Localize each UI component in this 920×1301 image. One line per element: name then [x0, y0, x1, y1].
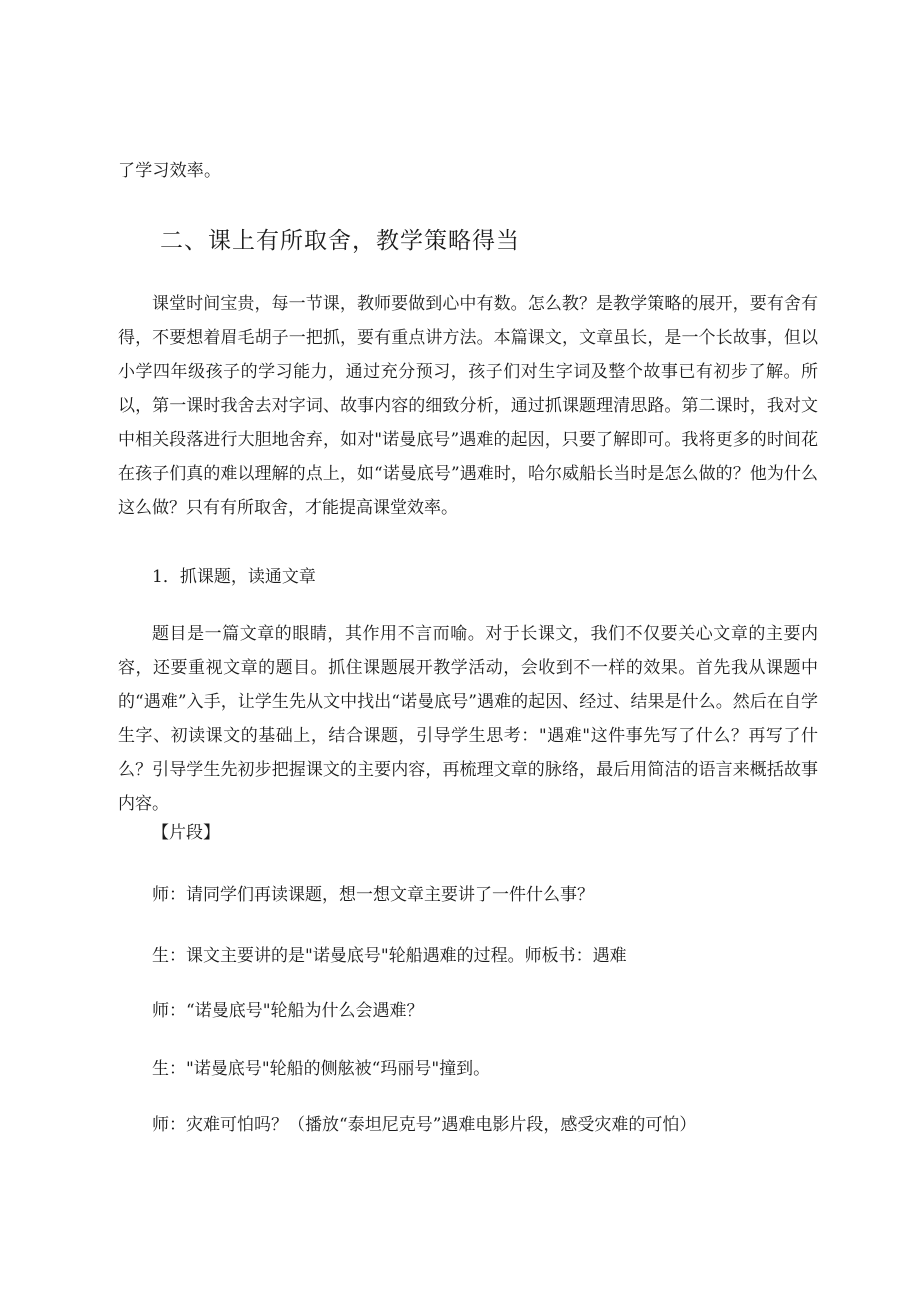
paragraph-title-importance: 题目是一篇文章的眼睛，其作用不言而喻。对于长课文，我们不仅要关心文章的主要内容，还要重视文章的题目。抓住课题展开教学活动，会收到不一样的效果。首先我从课题中的“遇难”入手，让学生先从文中找出“诺曼底号”遇难的起因、经过、结果是什么。然后在自学生字、初读课文的基础上，结合课题，引导学生思考："遇难"这件事先写了什么？再写了什么？引导学生先初步把握课文的主要内容，再梳理文章的脉络，最后用简洁的语言来概括故事内容。 [118, 624, 818, 814]
dialogue-line: 师：灾难可怕吗？（播放“泰坦尼克号”遇难电影片段，感受灾难的可怕） [152, 1115, 697, 1135]
dialogue-line: 师：请同学们再读课题，想一想文章主要讲了一件什么事？ [152, 885, 594, 905]
dialogue-line: 生：课文主要讲的是"诺曼底号"轮船遇难的过程。师板书：遇难 [152, 946, 627, 966]
paragraph-strategy: 课堂时间宝贵，每一节课，教师要做到心中有数。怎么教？是教学策略的展开，要有舍有得，不要想着眉毛胡子一把抓，要有重点讲方法。本篇课文，文章虽长，是一个长故事，但以小学四年级孩子的学习能力，通过充分预习，孩子们对生字词及整个故事已有初步了解。所以，第一课时我舍去对字词、故事内容的细致分析，通过抓课题理清思路。第二课时，我对文中相关段落进行大胆地舍弃，如对"诺曼底号”遇难的起因，只要了解即可。我将更多的时间花在孩子们真的难以理解的点上，如“诺曼底号”遇难时，哈尔威船长当时是怎么做的？他为什么这么做？只有有所取舍，才能提高课堂效率。 [118, 294, 818, 518]
dialogue-line: 师：“诺曼底号"轮船为什么会遇难？ [152, 1001, 424, 1021]
dialogue-line: 生："诺曼底号"轮船的侧舷被“玛丽号"撞到。 [152, 1059, 491, 1079]
fragment-label: 【片段】 [152, 823, 220, 843]
subheading-grab-title: 1．抓课题，读通文章 [152, 567, 316, 587]
continuation-text: 了学习效率。 [118, 161, 222, 181]
section-heading: 二、课上有所取舍，教学策略得当 [160, 228, 520, 254]
